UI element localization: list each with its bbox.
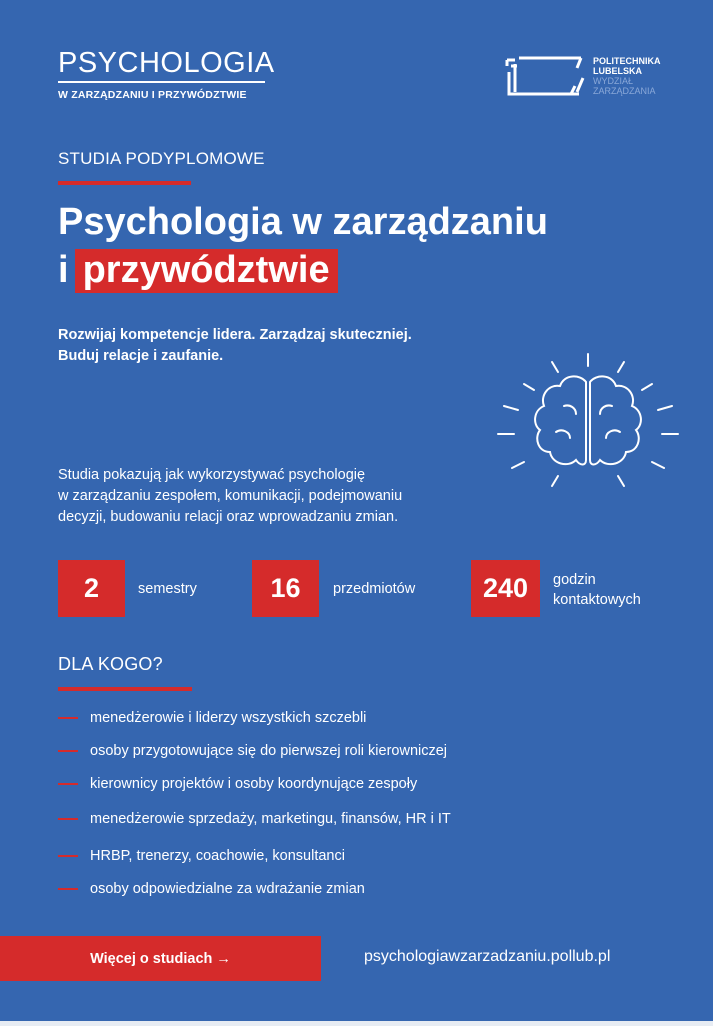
list-item-text: kierownicy projektów i osoby koordynujące zespoły	[90, 776, 418, 792]
university-name	[593, 56, 661, 96]
list-item	[58, 848, 345, 864]
dash-bullet-icon	[58, 783, 78, 785]
university-line1: POLITECHNIKA	[593, 56, 661, 66]
list-item-text: osoby przygotowujące się do pierwszej roli kierowniczej	[90, 743, 448, 759]
website-link[interactable]: psychologiawzarzadzaniu.pollub.pl	[364, 948, 611, 965]
list-item-text: HRBP, trenerzy, coachowie, konsultanci	[90, 848, 345, 864]
list-item	[58, 811, 451, 827]
description-line1: Studia pokazują jak wykorzystywać psychologię	[58, 467, 366, 483]
stat-subjects-label: przedmiotów	[333, 581, 416, 597]
lead-line1: Rozwijaj kompetencje lidera. Zarządzaj skuteczniej.	[58, 327, 412, 343]
dash-bullet-icon	[58, 818, 78, 820]
stat-hours-value: 240	[471, 560, 540, 617]
audience-underline	[58, 687, 192, 691]
title-prefix: i	[58, 249, 69, 291]
stat-hours-label-line2: kontaktowych	[553, 592, 641, 608]
dash-bullet-icon	[58, 750, 78, 752]
section-kicker: STUDIA PODYPLOMOWE	[58, 149, 265, 168]
audience-heading: DLA KOGO?	[58, 654, 163, 674]
university-line2: LUBELSKA	[593, 66, 642, 76]
list-item-text: menedżerowie i liderzy wszystkich szczebli	[90, 710, 367, 726]
list-item	[58, 881, 365, 897]
lead-line2: Buduj relacje i zaufanie.	[58, 348, 224, 364]
stat-subjects-value: 16	[252, 560, 319, 617]
brand-subtitle: W ZARZĄDZANIU I PRZYWÓDZTWIE	[58, 89, 247, 101]
list-item-text: osoby odpowiedzialne za wdrażanie zmian	[90, 881, 365, 897]
title-line1: Psychologia w zarządzaniu	[58, 201, 548, 243]
faculty-line2: ZARZĄDZANIA	[593, 86, 656, 96]
brand-title: PSYCHOLOGIA	[58, 47, 275, 79]
kicker-underline	[58, 181, 191, 185]
stat-hours-label-line1: godzin	[553, 572, 596, 588]
dash-bullet-icon	[58, 717, 78, 719]
politechnika-logo-icon	[505, 54, 585, 98]
faculty-line1: WYDZIAŁ	[593, 76, 634, 86]
brain-icon	[490, 352, 685, 492]
dash-bullet-icon	[58, 888, 78, 890]
description-line2: w zarządzaniu zespołem, komunikacji, podejmowaniu	[58, 488, 403, 504]
description	[58, 465, 458, 528]
description-line3: decyzji, budowaniu relacji oraz wprowadzaniu zmian.	[58, 509, 399, 525]
title-line2	[58, 246, 548, 294]
brand-divider	[58, 81, 265, 83]
lead-text	[58, 325, 412, 367]
stat-semesters-value: 2	[58, 560, 125, 617]
university-logo	[505, 54, 661, 98]
dash-bullet-icon	[58, 855, 78, 857]
more-info-button[interactable]: Więcej o studiach →	[0, 936, 321, 981]
stat-semesters-label: semestry	[138, 581, 197, 597]
list-item-text: menedżerowie sprzedaży, marketingu, finansów, HR i IT	[90, 811, 451, 827]
page-bottom-edge	[0, 1021, 713, 1026]
list-item	[58, 743, 447, 759]
stat-hours-label	[553, 570, 641, 610]
title-highlight: przywództwie	[75, 249, 338, 293]
list-item	[58, 710, 366, 726]
brand-header	[58, 48, 275, 101]
page-title	[58, 198, 548, 294]
list-item	[58, 776, 417, 792]
